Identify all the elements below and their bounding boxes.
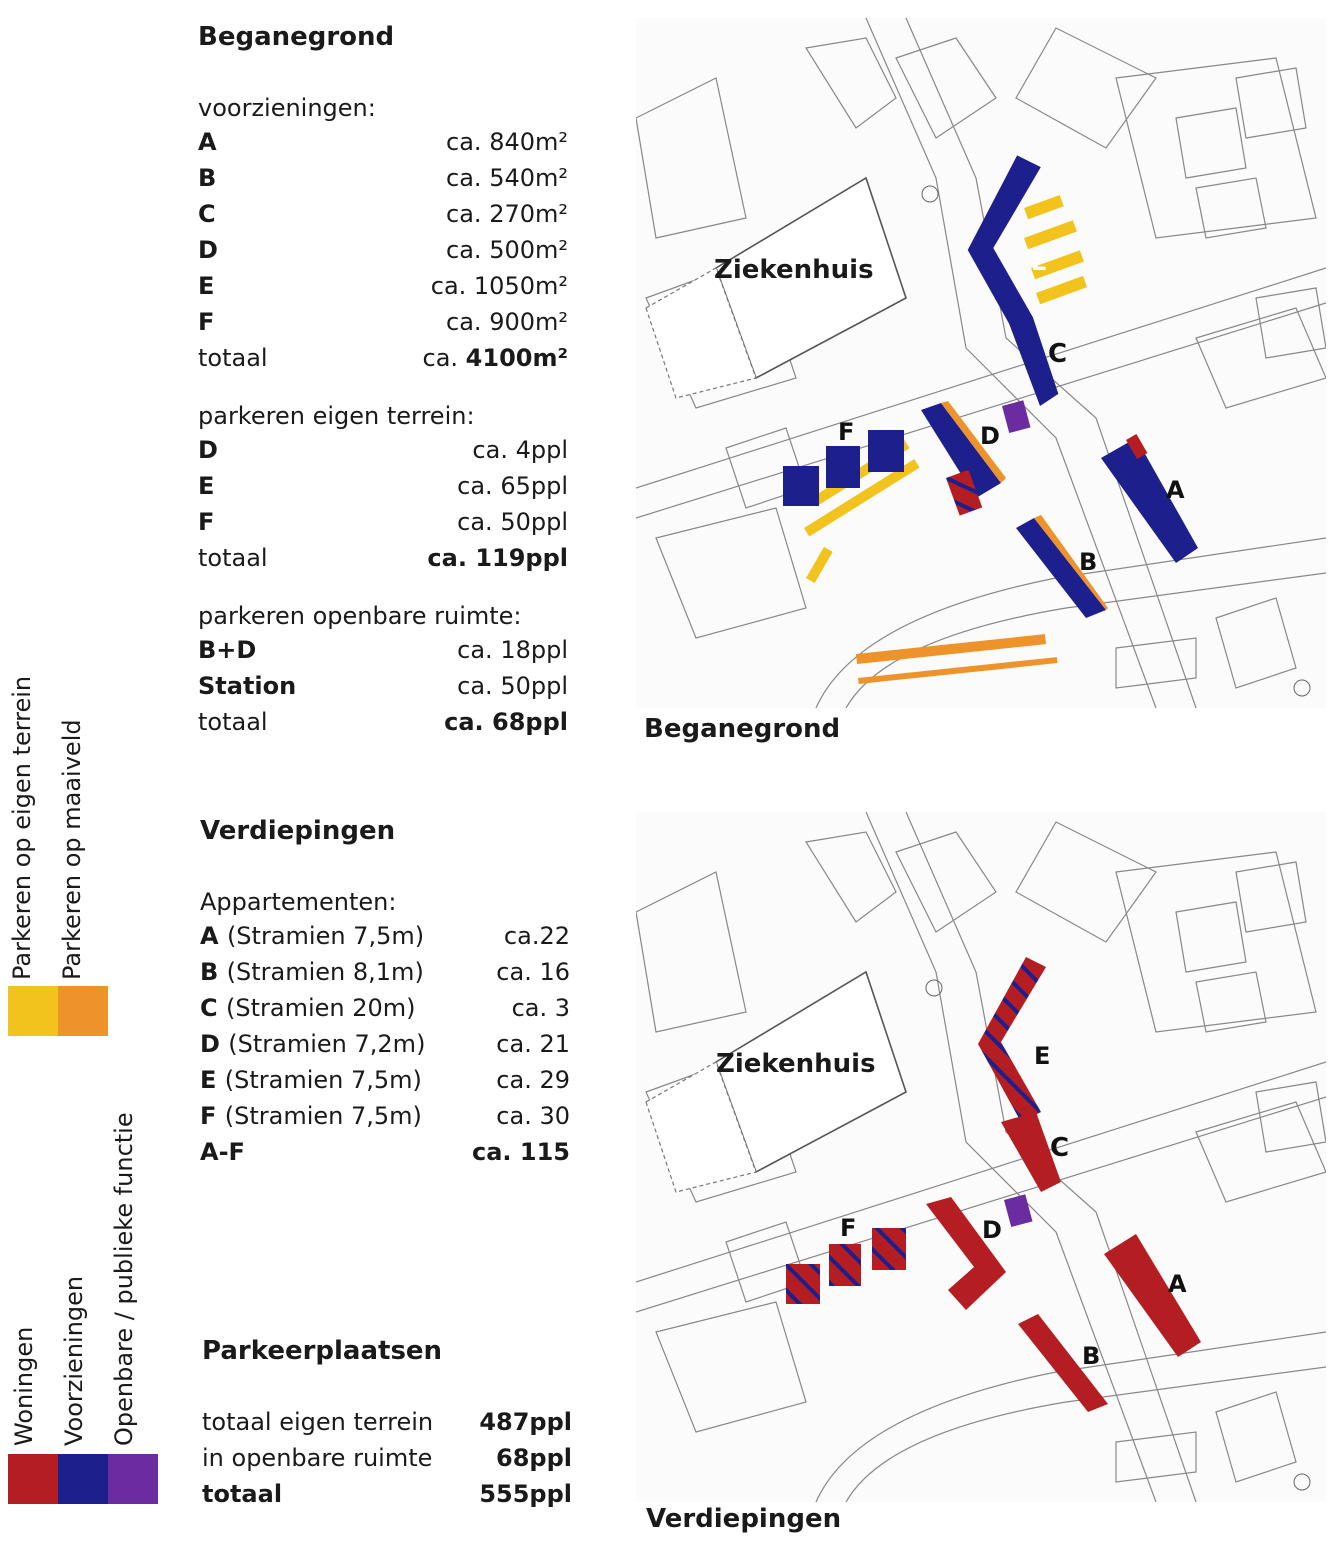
parking-summary-title: Parkeerplaatsen bbox=[202, 1336, 443, 1366]
legend-parking-field-label: Parkeren op maaiveld bbox=[58, 719, 86, 980]
map-bottom-letter-f: F bbox=[840, 1214, 857, 1242]
legend-public-swatch bbox=[108, 1454, 158, 1504]
parking-public-total: totaal ca. 68ppl bbox=[198, 708, 568, 736]
map-ground-floor bbox=[636, 18, 1326, 708]
legend-facilities-label: Voorzieningen bbox=[60, 1275, 88, 1446]
legend-parking-field-swatch bbox=[58, 986, 108, 1036]
legend-facilities-swatch bbox=[58, 1454, 108, 1504]
legend-housing-swatch bbox=[8, 1454, 58, 1504]
parking-public-heading: parkeren openbare ruimte: bbox=[198, 602, 522, 630]
facility-row: E ca. 1050m² bbox=[198, 272, 568, 300]
legend-parking-own-label: Parkeren op eigen terrein bbox=[8, 675, 36, 980]
apartment-total: A-F ca. 115 bbox=[200, 1138, 570, 1166]
apartment-row: F (Stramien 7,5m) ca. 30 bbox=[200, 1102, 570, 1130]
map-bottom-letter-c: C bbox=[1050, 1133, 1070, 1163]
apartment-row: B (Stramien 8,1m) ca. 16 bbox=[200, 958, 570, 986]
map-top-letter-f: F bbox=[838, 418, 855, 446]
facility-row: A ca. 840m² bbox=[198, 128, 568, 156]
facility-row: C ca. 270m² bbox=[198, 200, 568, 228]
apartments-heading: Appartementen: bbox=[200, 888, 397, 916]
ground-title: Beganegrond bbox=[198, 22, 395, 52]
legend-public-label: Openbare / publieke functie bbox=[110, 1112, 138, 1446]
parking-own-row: F ca. 50ppl bbox=[198, 508, 568, 536]
facility-row: B ca. 540m² bbox=[198, 164, 568, 192]
parking-public-row: Station ca. 50ppl bbox=[198, 672, 568, 700]
map-top-letter-a: A bbox=[1166, 476, 1185, 504]
parking-own-row: D ca. 4ppl bbox=[198, 436, 568, 464]
map-bottom-caption: Verdiepingen bbox=[646, 1504, 842, 1534]
legend-parking-own-swatch bbox=[8, 986, 58, 1036]
map-top-hospital-label: Ziekenhuis bbox=[714, 255, 874, 285]
parking-own-total: totaal ca. 119ppl bbox=[198, 544, 568, 572]
map-bottom-letter-e: E bbox=[1034, 1042, 1051, 1070]
apartment-row: A (Stramien 7,5m) ca.22 bbox=[200, 922, 570, 950]
map-bottom-hospital-label: Ziekenhuis bbox=[716, 1049, 876, 1079]
apartment-row: D (Stramien 7,2m) ca. 21 bbox=[200, 1030, 570, 1058]
parking-summary-row: in openbare ruimte 68ppl bbox=[202, 1444, 572, 1472]
facility-row: D ca. 500m² bbox=[198, 236, 568, 264]
map-bottom-letter-a: A bbox=[1168, 1270, 1187, 1298]
parking-public-row: B+D ca. 18ppl bbox=[198, 636, 568, 664]
facility-row: F ca. 900m² bbox=[198, 308, 568, 336]
legend-housing-label: Woningen bbox=[10, 1326, 38, 1446]
parking-own-row: E ca. 65ppl bbox=[198, 472, 568, 500]
floors-title: Verdiepingen bbox=[200, 816, 396, 846]
map-top-letter-d: D bbox=[980, 422, 1000, 450]
map-top-letter-b: B bbox=[1079, 548, 1098, 576]
parking-own-heading: parkeren eigen terrein: bbox=[198, 402, 475, 430]
parking-summary-row: totaal eigen terrein 487ppl bbox=[202, 1408, 572, 1436]
map-bottom-letter-d: D bbox=[982, 1216, 1002, 1244]
map-upper-floors bbox=[636, 812, 1326, 1502]
map-top-caption: Beganegrond bbox=[644, 714, 841, 744]
facilities-heading: voorzieningen: bbox=[198, 94, 376, 122]
apartment-row: C (Stramien 20m) ca. 3 bbox=[200, 994, 570, 1022]
map-top-letter-e: E bbox=[1031, 248, 1048, 276]
parking-summary-total: totaal 555ppl bbox=[202, 1480, 572, 1508]
facility-total: totaal ca. 4100m² bbox=[198, 344, 568, 372]
map-bottom-letter-b: B bbox=[1082, 1342, 1101, 1370]
apartment-row: E (Stramien 7,5m) ca. 29 bbox=[200, 1066, 570, 1094]
map-top-letter-c: C bbox=[1048, 339, 1068, 369]
